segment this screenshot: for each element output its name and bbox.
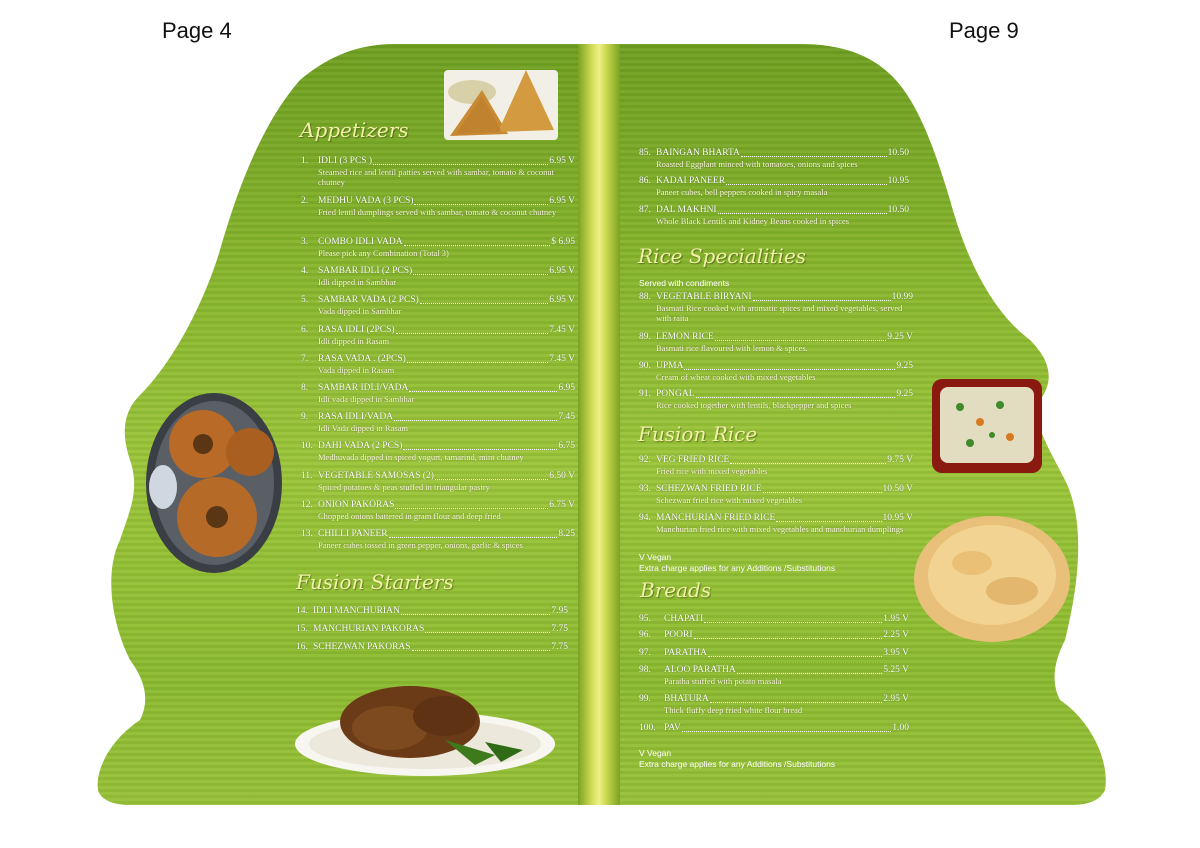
menu-item-name: CHILLI PANEER <box>318 529 388 539</box>
menu-item-name: MANCHURIAN PAKORAS <box>313 624 425 634</box>
samosa-photo <box>442 62 560 142</box>
menu-item-description: Paneer cubes, bell peppers cooked in spicy masala <box>656 187 828 197</box>
menu-item-number: 95. <box>639 614 651 624</box>
menu-item-name: SAMBAR VADA (2 PCS) <box>318 295 419 305</box>
menu-item-leader-dots <box>389 537 558 538</box>
menu-item-number: 16. <box>296 642 308 652</box>
menu-item-description: Chopped onions battered in gram flour and deep fried <box>318 511 501 521</box>
rice-specialities-subtitle: Served with condiments <box>639 278 730 288</box>
menu-item-price: 6.95 V <box>549 196 575 206</box>
menu-item-name: IDLI MANCHURIAN <box>313 606 400 616</box>
menu-item <box>639 455 913 476</box>
menu-item-number: 14. <box>296 606 308 616</box>
menu-item-name: UPMA <box>656 361 684 371</box>
menu-item-price: 9.25 V <box>887 332 913 342</box>
menu-item-number: 92. <box>639 455 651 465</box>
menu-item-leader-dots <box>684 369 895 370</box>
menu-item-number: 99. <box>639 694 651 704</box>
menu-item-leader-dots <box>776 521 881 522</box>
menu-item-leader-dots <box>409 391 557 392</box>
menu-item-number: 9. <box>301 412 309 422</box>
menu-item-number: 10. <box>301 441 313 451</box>
page-label-left: Page 4 <box>162 18 232 43</box>
menu-item <box>301 295 575 316</box>
menu-item-leader-dots <box>401 614 551 615</box>
menu-item-number: 85. <box>639 148 651 158</box>
menu-item-price: 1.95 V <box>883 614 909 624</box>
menu-item <box>639 694 909 715</box>
menu-item <box>639 723 909 734</box>
menu-item <box>301 412 575 433</box>
menu-item-name: MANCHURIAN FRIED RICE <box>656 513 776 523</box>
menu-item-description: Fried rice with mixed vegetables <box>656 466 768 476</box>
menu-item-name: SAMBAR IDLI/VADA <box>318 383 409 393</box>
menu-item-leader-dots <box>737 673 883 674</box>
menu-item-price: 7.45 V <box>549 325 575 335</box>
menu-item-name: COMBO IDLI VADA <box>318 237 403 247</box>
menu-item-description: Vada dipped in Sambhar <box>318 306 402 316</box>
menu-item <box>296 624 568 635</box>
menu-item-leader-dots <box>373 164 548 165</box>
menu-item-name: LEMON RICE <box>656 332 714 342</box>
menu-item <box>301 325 575 346</box>
menu-item-description: Please pick any Combination (Total 3) <box>318 248 449 258</box>
menu-item-name: VEGETABLE BIRYANI <box>656 292 752 302</box>
menu-item-description: Thick fluffy deep fried white flour bread <box>664 705 803 715</box>
menu-item-description: Vada dipped in Rasam <box>318 365 395 375</box>
menu-item-leader-dots <box>413 274 548 275</box>
menu-item-leader-dots <box>726 184 887 185</box>
menu-item-leader-dots <box>435 479 548 480</box>
menu-item-number: 7. <box>301 354 309 364</box>
menu-item-leader-dots <box>404 245 551 246</box>
menu-item-leader-dots <box>396 333 549 334</box>
menu-item-number: 13. <box>301 529 313 539</box>
menu-item-leader-dots <box>425 632 550 633</box>
menu-item-name: VEG FRIED RICE <box>656 455 730 465</box>
menu-item <box>301 383 575 404</box>
menu-item-number: 11. <box>301 471 313 481</box>
menu-item-number: 15. <box>296 624 308 634</box>
menu-item-leader-dots <box>741 156 887 157</box>
menu-item-price: 5.25 V <box>883 665 909 675</box>
menu-item-price: 10.50 V <box>882 484 913 494</box>
menu-item-description: Paratha stuffed with potato masala <box>664 676 782 686</box>
menu-item-number: 4. <box>301 266 309 276</box>
menu-item-number: 2. <box>301 196 309 206</box>
menu-item <box>639 292 913 323</box>
menu-item <box>301 500 575 521</box>
menu-item <box>301 156 575 187</box>
menu-item-price: 7.45 V <box>549 354 575 364</box>
fusion-rice-extra-note: Extra charge applies for any Additions /Substitutions <box>639 563 836 573</box>
menu-item-name: SCHEZWAN PAKORAS <box>313 642 411 652</box>
menu-item-price: 1.00 <box>892 723 909 733</box>
menu-item-number: 97. <box>639 648 651 658</box>
breads-vegan-note: V Vegan <box>639 748 672 758</box>
menu-item-number: 88. <box>639 292 651 302</box>
breads-title: Breads <box>640 578 712 602</box>
menu-item-name: MEDHU VADA (3 PCS) <box>318 196 414 206</box>
menu-item-leader-dots <box>403 449 557 450</box>
menu-item-description: Cream of wheat cooked with mixed vegetables <box>656 372 816 382</box>
menu-item-price: 2.95 V <box>883 694 909 704</box>
menu-item-price: 10.95 <box>887 176 909 186</box>
menu-item-description: Paneer cubes tossed in green pepper, onions, garlic & spices <box>318 540 523 550</box>
menu-item <box>639 148 909 169</box>
menu-item <box>301 196 575 217</box>
menu-item-price: 8.25 <box>558 529 575 539</box>
menu-item-number: 96. <box>639 630 651 640</box>
menu-item-price: 6.95 <box>558 383 575 393</box>
rice-specialities-title: Rice Specialities <box>638 244 807 268</box>
menu-item-leader-dots <box>414 204 548 205</box>
menu-item <box>639 176 909 197</box>
menu-item-number: 12. <box>301 500 313 510</box>
breads-extra-note: Extra charge applies for any Additions /Substitutions <box>639 759 836 769</box>
menu-item-number: 3. <box>301 237 309 247</box>
menu-item <box>639 332 913 353</box>
menu-item-price: 6.75 V <box>549 500 575 510</box>
menu-item-name: CHAPATI <box>664 614 704 624</box>
menu-item-leader-dots <box>718 213 887 214</box>
menu-item-price: 3.95 V <box>883 648 909 658</box>
menu-item-leader-dots <box>412 650 551 651</box>
menu-item <box>301 354 575 375</box>
menu-item-name: ALOO PARATHA <box>664 665 736 675</box>
menu-item-number: 94. <box>639 513 651 523</box>
menu-item-name: RASA IDLI/VADA <box>318 412 394 422</box>
menu-item-price: 7.95 <box>551 606 568 616</box>
menu-item <box>639 205 909 226</box>
menu-item-leader-dots <box>715 340 887 341</box>
menu-item-number: 90. <box>639 361 651 371</box>
menu-item-description: Medhuvada dipped in spiced yogurt, tamarind, mint chutney <box>318 452 524 462</box>
menu-item-leader-dots <box>730 463 886 464</box>
menu-item-name: PAV <box>664 723 681 733</box>
menu-item <box>639 361 913 382</box>
menu-item-description: Idli dipped in Sambhar <box>318 277 397 287</box>
menu-item-leader-dots <box>395 508 548 509</box>
menu-item-number: 6. <box>301 325 309 335</box>
menu-item <box>639 484 913 505</box>
menu-item-name: RASA VADA . (2PCS) <box>318 354 406 364</box>
menu-item-name: PONGAL <box>656 389 695 399</box>
menu-item-price: 10.50 <box>887 205 909 215</box>
menu-item-price: $ 6.95 <box>551 237 575 247</box>
menu-item-price: 6.95 V <box>549 266 575 276</box>
menu-item-leader-dots <box>763 492 882 493</box>
menu-item-leader-dots <box>696 397 896 398</box>
menu-item <box>639 665 909 686</box>
menu-item-number: 5. <box>301 295 309 305</box>
menu-item-number: 93. <box>639 484 651 494</box>
menu-item <box>301 266 575 287</box>
menu-item-description: Spiced potatoes & peas stuffed in triangular pastry <box>318 482 490 492</box>
menu-item-price: 2.25 V <box>883 630 909 640</box>
menu-item-number: 87. <box>639 205 651 215</box>
menu-item-description: Idli dipped in Rasam <box>318 336 390 346</box>
menu-item <box>639 513 913 534</box>
menu-item-description: Manchurian fried rice with mixed vegetables and manchurian dumplings <box>656 524 904 534</box>
menu-item <box>639 648 909 659</box>
menu-item-description: Idli Vada dipped in Rasam <box>318 423 409 433</box>
menu-item-leader-dots <box>682 731 891 732</box>
menu-item-description: Basmati rice flavoured with lemon & spices. <box>656 343 808 353</box>
menu-item-name: DAHI VADA (2 PCS) <box>318 441 403 451</box>
menu-item-name: POORI <box>664 630 693 640</box>
menu-item-name: VEGETABLE SAMOSAS (2) <box>318 471 434 481</box>
menu-item-name: DAL MAKHNI <box>656 205 717 215</box>
menu-item-number: 86. <box>639 176 651 186</box>
menu-item <box>639 630 909 641</box>
fusion-rice-vegan-note: V Vegan <box>639 552 672 562</box>
menu-item-number: 1. <box>301 156 309 166</box>
appetizers-title: Appetizers <box>300 118 409 142</box>
menu-item <box>301 529 575 550</box>
menu-item-name: ONION PAKORAS <box>318 500 395 510</box>
menu-item-name: BAINGAN BHARTA <box>656 148 740 158</box>
menu-item-leader-dots <box>753 300 891 301</box>
menu-item <box>639 614 909 625</box>
menu-item-price: 7.75 <box>551 642 568 652</box>
page-label-right: Page 9 <box>949 18 1019 43</box>
menu-item-leader-dots <box>704 622 882 623</box>
menu-item-price: 9.25 <box>896 389 913 399</box>
menu-item-price: 10.50 <box>887 148 909 158</box>
pakora-plate-photo <box>295 680 557 780</box>
menu-item-description: Rice cooked together with lentils, blackpepper and spices <box>656 400 852 410</box>
menu-item-name: PARATHA <box>664 648 707 658</box>
menu-item <box>301 471 575 492</box>
fried-rice-bowl-photo <box>930 377 1044 475</box>
menu-item-number: 89. <box>639 332 651 342</box>
menu-item-name: BHATURA <box>664 694 709 704</box>
menu-item-price: 10.95 V <box>882 513 913 523</box>
menu-item-price: 6.95 V <box>549 156 575 166</box>
fusion-starters-title: Fusion Starters <box>296 570 454 594</box>
menu-item-name: IDLI (3 PCS ) <box>318 156 373 166</box>
menu-item <box>296 606 568 617</box>
menu-item-price: 7.45 <box>558 412 575 422</box>
menu-item <box>296 642 568 653</box>
menu-item-leader-dots <box>708 656 882 657</box>
menu-item-price: 9.75 V <box>887 455 913 465</box>
menu-item-description: Basmati Rice cooked with aromatic spices and mixed vegetables, served with raita <box>656 303 903 323</box>
menu-item-description: Idli vada dipped in Sambhar <box>318 394 415 404</box>
menu-item-number: 100. <box>639 723 656 733</box>
menu-item-description: Roasted Eggplant minced with tomatoes, onions and spices <box>656 159 858 169</box>
menu-item-leader-dots <box>420 303 549 304</box>
menu-item-price: 6.75 <box>558 441 575 451</box>
medhu-vada-photo <box>145 392 283 574</box>
menu-item-price: 7.75 <box>551 624 568 634</box>
bhatura-photo <box>912 513 1072 645</box>
menu-item-price: 10.99 <box>891 292 913 302</box>
menu-item-leader-dots <box>710 702 882 703</box>
menu-item-description: Steamed rice and lentil patties served with sambar, tomato & coconut chutney <box>318 167 554 187</box>
menu-item-name: SCHEZWAN FRIED RICE <box>656 484 762 494</box>
menu-item <box>639 389 913 410</box>
menu-item-leader-dots <box>407 362 548 363</box>
menu-item <box>301 441 575 462</box>
menu-item-number: 91. <box>639 389 651 399</box>
menu-item-leader-dots <box>394 420 557 421</box>
menu-item-name: KADAI PANEER <box>656 176 726 186</box>
menu-item-number: 98. <box>639 665 651 675</box>
fusion-rice-title: Fusion Rice <box>638 422 758 446</box>
menu-item-description: Schezwan fried rice with mixed vegetables <box>656 495 803 505</box>
menu-item-description: Whole Black Lentils and Kidney Beans cooked in spices <box>656 216 850 226</box>
menu-item <box>301 237 575 258</box>
menu-item-leader-dots <box>694 638 883 639</box>
menu-item-number: 8. <box>301 383 309 393</box>
menu-item-price: 6.50 V <box>549 471 575 481</box>
menu-item-price: 6.95 V <box>549 295 575 305</box>
menu-item-description: Fried lentil dumplings served with sambar, tomato & coconut chutney <box>318 207 557 217</box>
menu-item-name: RASA IDLI (2PCS) <box>318 325 395 335</box>
menu-item-name: SAMBAR IDLI (2 PCS) <box>318 266 413 276</box>
menu-item-price: 9.25 <box>896 361 913 371</box>
